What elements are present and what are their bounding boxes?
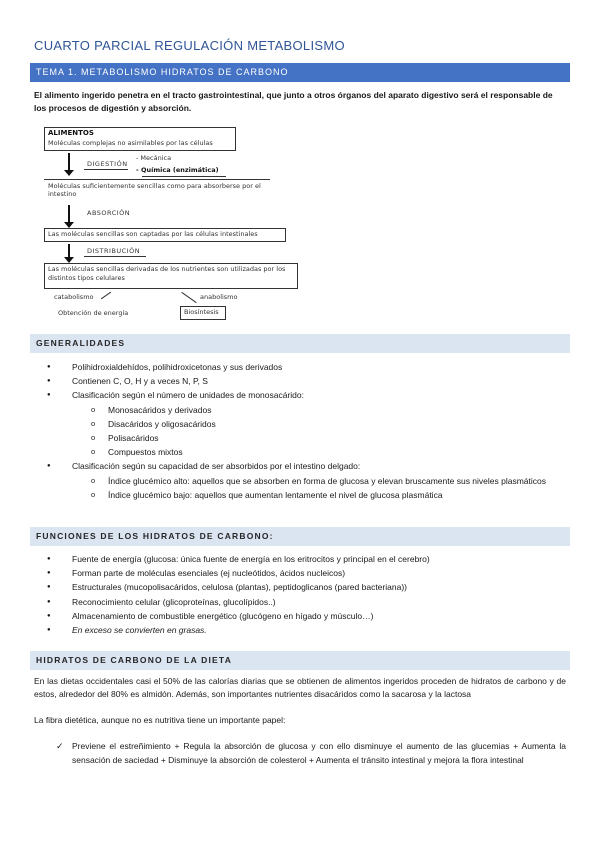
sublist-item: o Índice glucémico alto: aquellos que se absorben en forma de glucosa y elevan bruscamente sus niveles plasmáticos	[72, 474, 566, 488]
quimica-label: - Química (enzimática)	[136, 166, 219, 174]
list-item	[34, 459, 566, 502]
utilizadas-label: Las moléculas sencillas derivadas de los nutrientes son utilizadas por los distintos tipos celulares	[48, 265, 286, 282]
list-item	[34, 388, 566, 459]
list-item-text: Clasificación según el número de unidades de monosacárido:	[72, 390, 305, 401]
generalidades-list	[34, 360, 566, 502]
dieta-paragraph: En las dietas occidentales casi el 50% de las calorías diarias que se obtienen de alimentos ingeridos proceden de hidratos de carbono y de estos, alrededor del 80% es almidón. Además, son importantes nutrientes disacáridos como la sacarosa y la lactosa	[34, 676, 566, 699]
fibra-check-item	[34, 739, 566, 767]
document-title: CUARTO PARCIAL REGULACIÓN METABOLISMO	[34, 38, 345, 53]
sublist-item: o Índice glucémico bajo: aquellos que aumentan lentamente el nivel de glucosa plasmática	[72, 488, 566, 502]
fibra-check-text: Previene el estreñimiento + Regula la absorción de glucosa y con ello disminuye el aumento de las glucemias + Aumenta la sensación de saciedad + Disminuye la absorción de colesterol + Aumenta el tránsito intestinal y mejora la flora intestinal	[72, 741, 566, 765]
list-item: ● En exceso se convierten en grasas.	[34, 623, 566, 637]
funciones-heading: FUNCIONES DE LOS HIDRATOS DE CARBONO:	[30, 527, 570, 546]
energia-label: Obtención de energía	[58, 309, 129, 317]
sencillas-line	[44, 179, 270, 180]
catabolismo-label: catabolismo	[54, 293, 94, 301]
sublist-item: o Compuestos mixtos	[72, 445, 566, 459]
fibra-paragraph: La fibra dietética, aunque no es nutritiva tiene un importante papel:	[34, 715, 286, 725]
list-item: ● Forman parte de moléculas esenciales (ej nucleótidos, ácidos nucleicos)	[34, 566, 566, 580]
units-sublist	[72, 403, 566, 460]
list-item-text: Clasificación según su capacidad de ser absorbidos por el intestino delgado:	[72, 461, 361, 472]
digestion-underline	[84, 169, 128, 170]
list-item: ● Contienen C, O, H y a veces N, P, S	[34, 374, 566, 388]
arrow-distribucion	[68, 244, 70, 258]
intro-paragraph: El alimento ingerido penetra en el tracto gastrointestinal, que junto a otros órganos del aparato digestivo será el responsable de los procesos de digestión y absorción.	[34, 90, 553, 113]
captadas-label: Las moléculas sencillas son captadas por las células intestinales	[48, 230, 258, 238]
absorcion-label: ABSORCIÓN	[87, 209, 131, 217]
absorb-sublist	[72, 474, 566, 502]
list-item: ● Fuente de energía (glucosa: única fuente de energía en los eritrocitos y principal en el cerebro)	[34, 552, 566, 566]
anabolismo-stroke	[181, 292, 196, 303]
list-item: ● Estructurales (mucopolisacáridos, celulosa (plantas), peptidoglicanos (pared bacteriana))	[34, 580, 566, 594]
list-item: ● Almacenamiento de combustible energético (glucógeno en hígado y músculo…)	[34, 609, 566, 623]
arrow-absorcion	[68, 205, 70, 223]
sencillas-label: Moléculas suficientemente sencillas como para absorberse por el intestino	[48, 182, 261, 198]
funciones-list	[34, 552, 566, 637]
sublist-item: o Monosacáridos y derivados	[72, 403, 566, 417]
anabolismo-label: anabolismo	[200, 293, 238, 301]
check-icon: ✓	[56, 741, 64, 751]
catabolismo-stroke	[101, 292, 111, 300]
topic-banner: TEMA 1. METABOLISMO HIDRATOS DE CARBONO	[30, 63, 570, 82]
distribucion-underline	[84, 256, 146, 257]
arrow-digestion	[68, 153, 70, 171]
distribucion-label: DISTRIBUCIÓN	[87, 247, 141, 255]
complejas-label: Moléculas complejas no asimilables por las células	[48, 139, 213, 147]
sublist-item: o Disacáridos y oligosacáridos	[72, 417, 566, 431]
digestion-label: DIGESTIÓN	[87, 160, 128, 168]
quimica-underline	[142, 176, 226, 177]
biosintesis-label: Biosíntesis	[184, 308, 219, 316]
generalidades-heading: GENERALIDADES	[30, 334, 570, 353]
list-item: ● Polihidroxialdehídos, polihidroxicetonas y sus derivados	[34, 360, 566, 374]
mecanica-label: - Mecánica	[136, 154, 172, 162]
dieta-heading: HIDRATOS DE CARBONO DE LA DIETA	[30, 651, 570, 670]
alimentos-label: ALIMENTOS	[48, 129, 94, 137]
list-item: ● Reconocimiento celular (glicoproteínas, glucolípidos..)	[34, 595, 566, 609]
sublist-item: o Polisacáridos	[72, 431, 566, 445]
digestion-diagram	[44, 127, 300, 323]
